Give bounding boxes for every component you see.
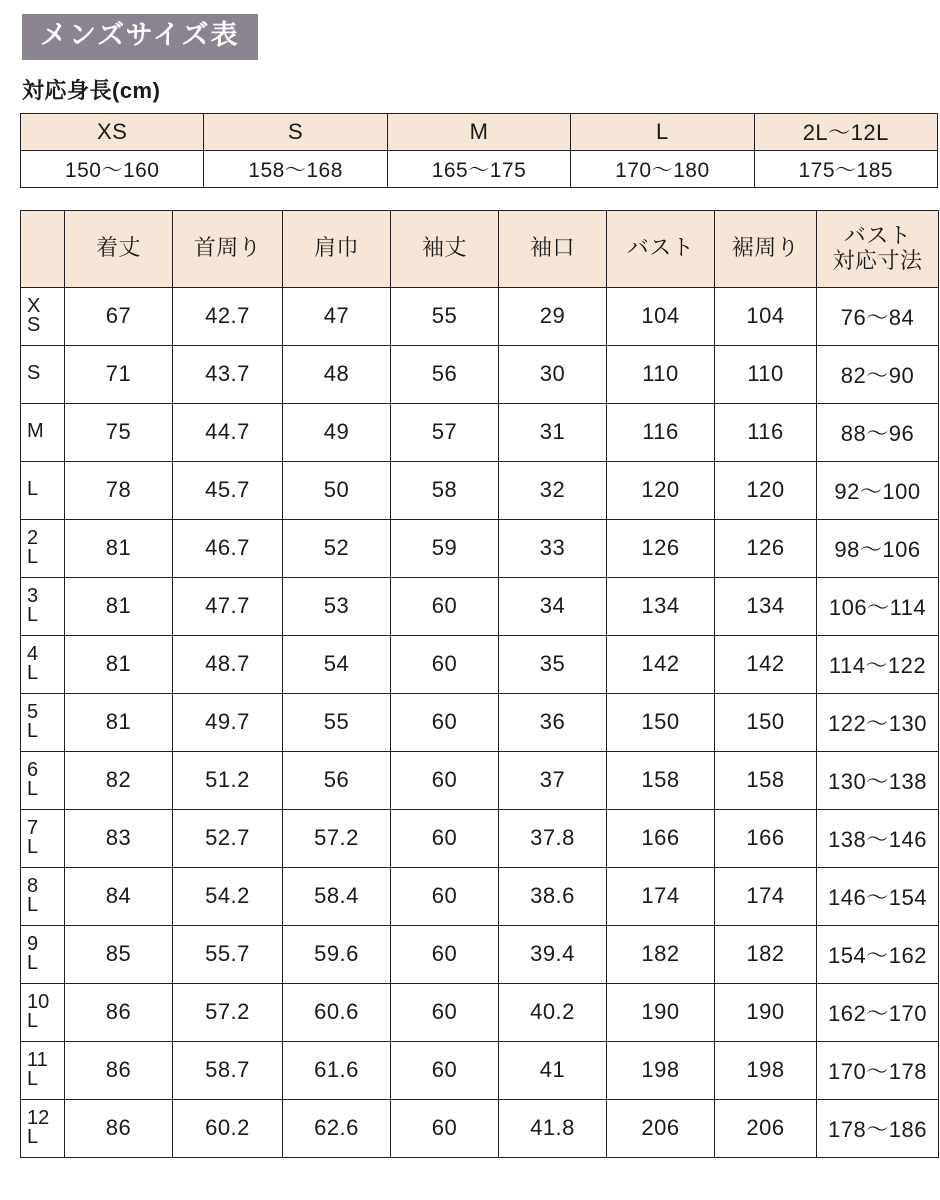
cell-value: 174 xyxy=(715,867,817,925)
column-header-line1: 裾周り xyxy=(731,235,800,261)
cell-value: 47 xyxy=(283,287,391,345)
height-range-cell: 170〜180 xyxy=(571,150,754,187)
header-corner-cell xyxy=(21,210,65,287)
cell-value: 56 xyxy=(283,751,391,809)
cell-value: 126 xyxy=(715,519,817,577)
row-size-cell: 7 L xyxy=(21,809,65,867)
height-range-cell: 165〜175 xyxy=(387,150,570,187)
cell-value: 60.6 xyxy=(283,983,391,1041)
cell-value: 154〜162 xyxy=(817,925,939,983)
cell-value: 60 xyxy=(391,809,499,867)
cell-value: 104 xyxy=(607,287,715,345)
cell-value: 37 xyxy=(499,751,607,809)
cell-value: 60.2 xyxy=(173,1099,283,1157)
cell-value: 41 xyxy=(499,1041,607,1099)
cell-value: 48.7 xyxy=(173,635,283,693)
cell-value: 55 xyxy=(283,693,391,751)
height-range-cell: 158〜168 xyxy=(204,150,387,187)
cell-value: 45.7 xyxy=(173,461,283,519)
cell-value: 142 xyxy=(607,635,715,693)
cell-value: 57.2 xyxy=(173,983,283,1041)
cell-value: 182 xyxy=(607,925,715,983)
table-row xyxy=(21,925,939,983)
table-row xyxy=(21,751,939,809)
cell-value: 92〜100 xyxy=(817,461,939,519)
row-size-cell: M xyxy=(21,403,65,461)
cell-value: 67 xyxy=(65,287,173,345)
column-header-cell xyxy=(65,210,173,287)
cell-value: 98〜106 xyxy=(817,519,939,577)
cell-value: 54.2 xyxy=(173,867,283,925)
cell-value: 104 xyxy=(715,287,817,345)
height-section-label: 対応身長(cm) xyxy=(22,77,161,103)
cell-value: 142 xyxy=(715,635,817,693)
cell-value: 46.7 xyxy=(173,519,283,577)
measurement-table-wrap xyxy=(20,210,930,1158)
cell-value: 84 xyxy=(65,867,173,925)
cell-value: 120 xyxy=(607,461,715,519)
cell-value: 81 xyxy=(65,519,173,577)
column-header-line1: 袖口 xyxy=(529,235,575,261)
column-header-line1: 着丈 xyxy=(95,235,141,261)
cell-value: 48 xyxy=(283,345,391,403)
cell-value: 81 xyxy=(65,635,173,693)
cell-value: 138〜146 xyxy=(817,809,939,867)
height-range-cell: 150〜160 xyxy=(21,150,204,187)
cell-value: 198 xyxy=(715,1041,817,1099)
cell-value: 39.4 xyxy=(499,925,607,983)
row-size-cell: 8 L xyxy=(21,867,65,925)
column-header-line1: 肩巾 xyxy=(313,235,359,261)
cell-value: 110 xyxy=(715,345,817,403)
cell-value: 60 xyxy=(391,1041,499,1099)
table-row xyxy=(21,403,939,461)
measurement-table xyxy=(20,210,939,1158)
height-size-cell: XS xyxy=(21,113,204,150)
table-row xyxy=(21,867,939,925)
cell-value: 37.8 xyxy=(499,809,607,867)
cell-value: 81 xyxy=(65,577,173,635)
cell-value: 49 xyxy=(283,403,391,461)
column-header-line2: 対応寸法 xyxy=(832,247,923,273)
row-size-cell: X S xyxy=(21,287,65,345)
column-header-cell xyxy=(715,210,817,287)
column-header-cell xyxy=(173,210,283,287)
cell-value: 57 xyxy=(391,403,499,461)
height-table xyxy=(20,113,938,188)
cell-value: 134 xyxy=(715,577,817,635)
cell-value: 83 xyxy=(65,809,173,867)
cell-value: 76〜84 xyxy=(817,287,939,345)
cell-value: 57.2 xyxy=(283,809,391,867)
cell-value: 41.8 xyxy=(499,1099,607,1157)
table-row xyxy=(21,519,939,577)
table-row xyxy=(21,983,939,1041)
table-row xyxy=(21,287,939,345)
row-size-cell: 6 L xyxy=(21,751,65,809)
cell-value: 150 xyxy=(715,693,817,751)
column-header-cell xyxy=(817,210,939,287)
column-header-line1: バスト xyxy=(626,235,695,261)
cell-value: 78 xyxy=(65,461,173,519)
cell-value: 50 xyxy=(283,461,391,519)
cell-value: 106〜114 xyxy=(817,577,939,635)
cell-value: 178〜186 xyxy=(817,1099,939,1157)
cell-value: 55.7 xyxy=(173,925,283,983)
row-size-cell: 9 L xyxy=(21,925,65,983)
cell-value: 182 xyxy=(715,925,817,983)
cell-value: 36 xyxy=(499,693,607,751)
height-size-cell: S xyxy=(204,113,387,150)
cell-value: 62.6 xyxy=(283,1099,391,1157)
cell-value: 150 xyxy=(607,693,715,751)
cell-value: 60 xyxy=(391,635,499,693)
cell-value: 71 xyxy=(65,345,173,403)
table-row xyxy=(21,635,939,693)
measurement-header-row xyxy=(21,210,939,287)
cell-value: 42.7 xyxy=(173,287,283,345)
cell-value: 88〜96 xyxy=(817,403,939,461)
row-size-cell: 4 L xyxy=(21,635,65,693)
cell-value: 158 xyxy=(607,751,715,809)
cell-value: 56 xyxy=(391,345,499,403)
cell-value: 85 xyxy=(65,925,173,983)
cell-value: 49.7 xyxy=(173,693,283,751)
column-header-cell xyxy=(283,210,391,287)
row-size-cell: 10 L xyxy=(21,983,65,1041)
cell-value: 206 xyxy=(715,1099,817,1157)
row-size-cell: 11 L xyxy=(21,1041,65,1099)
cell-value: 86 xyxy=(65,1041,173,1099)
cell-value: 60 xyxy=(391,751,499,809)
cell-value: 126 xyxy=(607,519,715,577)
cell-value: 75 xyxy=(65,403,173,461)
cell-value: 44.7 xyxy=(173,403,283,461)
cell-value: 60 xyxy=(391,1099,499,1157)
cell-value: 82 xyxy=(65,751,173,809)
cell-value: 60 xyxy=(391,867,499,925)
height-table-header-row xyxy=(21,113,938,150)
cell-value: 33 xyxy=(499,519,607,577)
table-row xyxy=(21,461,939,519)
row-size-cell: 2 L xyxy=(21,519,65,577)
measurement-body xyxy=(21,287,939,1157)
table-row xyxy=(21,1099,939,1157)
cell-value: 54 xyxy=(283,635,391,693)
cell-value: 30 xyxy=(499,345,607,403)
cell-value: 86 xyxy=(65,983,173,1041)
cell-value: 110 xyxy=(607,345,715,403)
cell-value: 34 xyxy=(499,577,607,635)
column-header-line1: 袖丈 xyxy=(421,235,467,261)
cell-value: 61.6 xyxy=(283,1041,391,1099)
table-row xyxy=(21,577,939,635)
cell-value: 58.7 xyxy=(173,1041,283,1099)
cell-value: 206 xyxy=(607,1099,715,1157)
cell-value: 81 xyxy=(65,693,173,751)
cell-value: 122〜130 xyxy=(817,693,939,751)
cell-value: 32 xyxy=(499,461,607,519)
row-size-cell: 3 L xyxy=(21,577,65,635)
height-range-cell: 175〜185 xyxy=(754,150,937,187)
table-row xyxy=(21,345,939,403)
column-header-line1: 首周り xyxy=(193,235,262,261)
cell-value: 59.6 xyxy=(283,925,391,983)
cell-value: 40.2 xyxy=(499,983,607,1041)
column-header-cell xyxy=(607,210,715,287)
cell-value: 58.4 xyxy=(283,867,391,925)
table-row xyxy=(21,1041,939,1099)
cell-value: 116 xyxy=(607,403,715,461)
cell-value: 82〜90 xyxy=(817,345,939,403)
cell-value: 198 xyxy=(607,1041,715,1099)
cell-value: 146〜154 xyxy=(817,867,939,925)
column-header-line1: バスト xyxy=(843,223,912,249)
cell-value: 190 xyxy=(607,983,715,1041)
cell-value: 53 xyxy=(283,577,391,635)
cell-value: 158 xyxy=(715,751,817,809)
table-row xyxy=(21,693,939,751)
cell-value: 60 xyxy=(391,693,499,751)
cell-value: 47.7 xyxy=(173,577,283,635)
cell-value: 51.2 xyxy=(173,751,283,809)
cell-value: 58 xyxy=(391,461,499,519)
height-size-cell: L xyxy=(571,113,754,150)
cell-value: 59 xyxy=(391,519,499,577)
cell-value: 190 xyxy=(715,983,817,1041)
height-size-cell: 2L〜12L xyxy=(754,113,937,150)
cell-value: 170〜178 xyxy=(817,1041,939,1099)
cell-value: 60 xyxy=(391,925,499,983)
table-row xyxy=(21,809,939,867)
cell-value: 120 xyxy=(715,461,817,519)
cell-value: 130〜138 xyxy=(817,751,939,809)
cell-value: 29 xyxy=(499,287,607,345)
row-size-cell: L xyxy=(21,461,65,519)
cell-value: 38.6 xyxy=(499,867,607,925)
row-size-cell: 12 L xyxy=(21,1099,65,1157)
column-header-cell xyxy=(499,210,607,287)
cell-value: 174 xyxy=(607,867,715,925)
cell-value: 116 xyxy=(715,403,817,461)
cell-value: 52 xyxy=(283,519,391,577)
height-size-cell: M xyxy=(387,113,570,150)
cell-value: 55 xyxy=(391,287,499,345)
row-size-cell: S xyxy=(21,345,65,403)
cell-value: 86 xyxy=(65,1099,173,1157)
height-table-value-row xyxy=(21,150,938,187)
cell-value: 166 xyxy=(607,809,715,867)
cell-value: 43.7 xyxy=(173,345,283,403)
cell-value: 60 xyxy=(391,577,499,635)
cell-value: 114〜122 xyxy=(817,635,939,693)
cell-value: 35 xyxy=(499,635,607,693)
cell-value: 134 xyxy=(607,577,715,635)
column-header-cell xyxy=(391,210,499,287)
row-size-cell: 5 L xyxy=(21,693,65,751)
cell-value: 60 xyxy=(391,983,499,1041)
cell-value: 52.7 xyxy=(173,809,283,867)
cell-value: 31 xyxy=(499,403,607,461)
cell-value: 162〜170 xyxy=(817,983,939,1041)
page-title: メンズサイズ表 xyxy=(22,14,258,60)
cell-value: 166 xyxy=(715,809,817,867)
